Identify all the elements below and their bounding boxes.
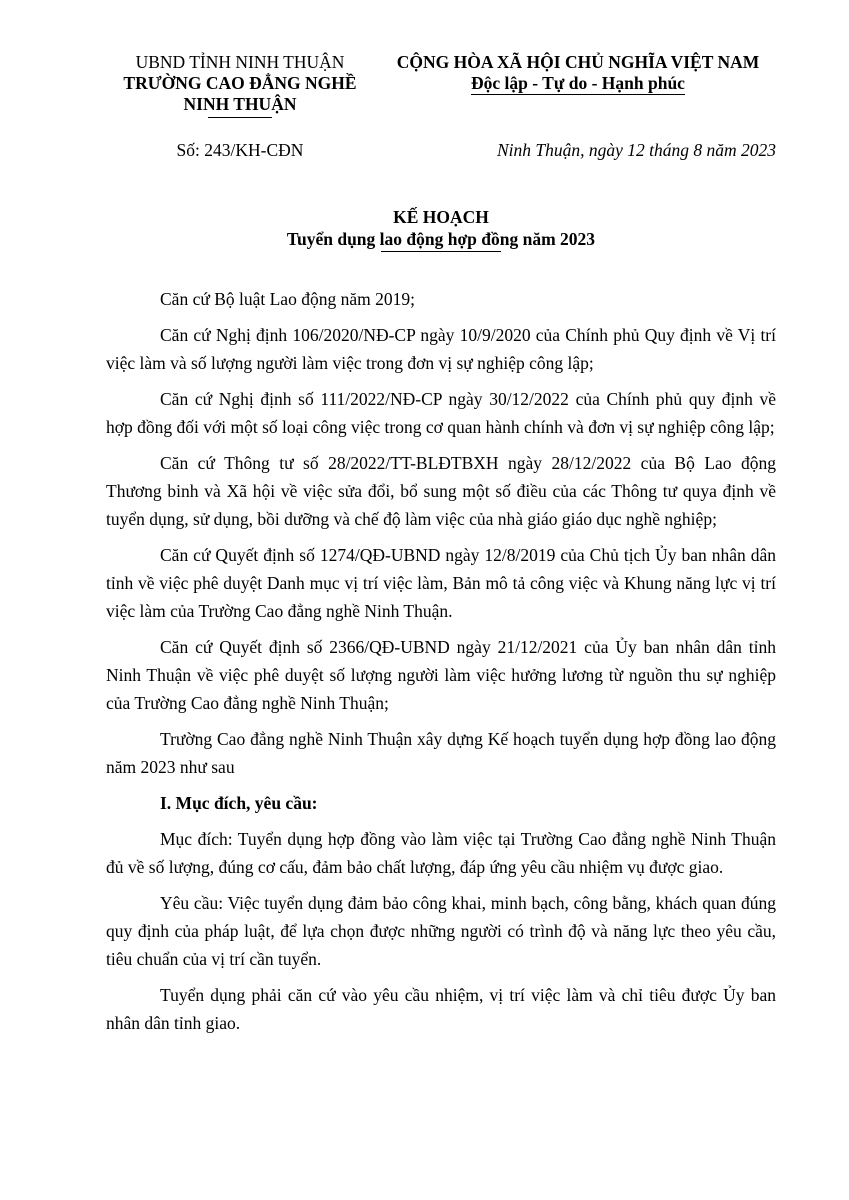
document-body [106,285,776,1045]
paragraph: Căn cứ Quyết định số 1274/QĐ-UBND ngày 12/8/2019 của Chủ tịch Ủy ban nhân dân tỉnh về việc phê duyệt Danh mục vị trí việc làm, Bản mô tả công việc và Khung năng lực vị trí việc làm của Trường Cao đẳng nghề Ninh Thuận. [106,545,776,621]
place-date: Ninh Thuận, ngày 12 tháng 8 năm 2023 [496,140,776,160]
paragraph: Tuyển dụng phải căn cứ vào yêu cầu nhiệm, vị trí việc làm và chỉ tiêu được Ủy ban nhân dân tỉnh giao. [106,985,776,1033]
title-sub: Tuyển dụng lao động hợp đồng năm 2023 [286,229,596,249]
paragraph: Căn cứ Thông tư số 28/2022/TT-BLĐTBXH ngày 28/12/2022 của Bộ Lao động Thương binh và Xã hội về việc sửa đổi, bổ sung một số điều của các Thông tư quya định về tuyển dụng, sử dụng, bồi dưỡng và chế độ làm việc của nhà giáo giáo dục nghề nghiệp; [106,453,776,529]
document-number: Số: 243/KH-CĐN [176,140,304,160]
national-motto: Độc lập - Tự do - Hạnh phúc [471,73,685,93]
agency-underline [208,117,272,118]
national-title: CỘNG HÒA XÃ HỘI CHỦ NGHĨA VIỆT NAM [396,52,760,72]
agency-line-3: NINH THUẬN [183,94,297,114]
paragraph: Căn cứ Nghị định số 111/2022/NĐ-CP ngày 30/12/2022 của Chính phủ quy định về hợp đồng đối với một số loại công việc trong cơ quan hành chính và đơn vị sự nghiệp công lập; [106,389,776,437]
paragraph: Căn cứ Quyết định số 2366/QĐ-UBND ngày 21/12/2021 của Ủy ban nhân dân tỉnh Ninh Thuận về việc phê duyệt số lượng người làm việc hưởng lương từ nguồn thu sự nghiệp của Trường Cao đẳng nghề Ninh Thuận; [106,637,776,713]
agency-header [106,52,374,118]
paragraph: Căn cứ Bộ luật Lao động năm 2019; [160,289,415,309]
section-heading: I. Mục đích, yêu cầu: [160,793,318,813]
paragraph: Trường Cao đẳng nghề Ninh Thuận xây dựng Kế hoạch tuyển dụng hợp đồng lao động năm 2023 như sau [106,729,776,777]
paragraph: Yêu cầu: Việc tuyển dụng đảm bảo công khai, minh bạch, công bằng, khách quan đúng quy định của pháp luật, để lựa chọn được những người có trình độ và năng lực theo yêu cầu, tiêu chuẩn của vị trí cần tuyển. [106,893,776,969]
document-title [106,206,776,252]
title-underline [381,251,501,252]
national-header [380,52,776,95]
paragraph: Căn cứ Nghị định 106/2020/NĐ-CP ngày 10/9/2020 của Chính phủ Quy định về Vị trí việc làm và số lượng người làm việc trong đơn vị sự nghiệp công lập; [106,325,776,373]
title-main: KẾ HOẠCH [393,207,489,227]
agency-line-2: TRƯỜNG CAO ĐẲNG NGHỀ [123,73,357,93]
agency-line-1: UBND TỈNH NINH THUẬN [135,52,345,72]
paragraph: Mục đích: Tuyển dụng hợp đồng vào làm việc tại Trường Cao đẳng nghề Ninh Thuận đủ về số lượng, đúng cơ cấu, đảm bảo chất lượng, đáp ứng yêu cầu nhiệm vụ được giao. [106,829,776,877]
